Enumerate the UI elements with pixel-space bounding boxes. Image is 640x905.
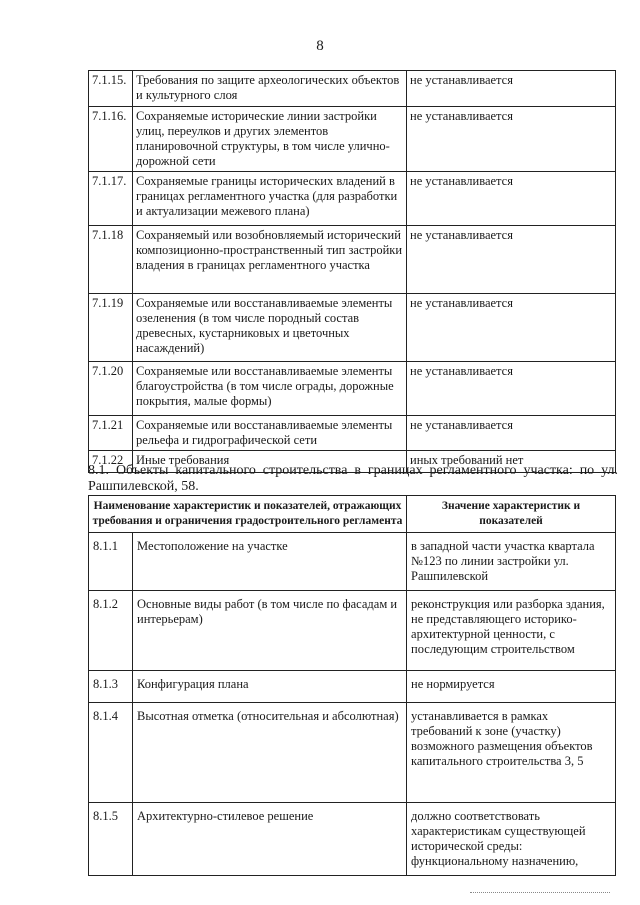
characteristic-value: реконструкция или разборка здания, не представляющего историко-архитектурной ценности, с последующим строительством	[407, 591, 616, 671]
characteristic-value: в западной части участка квартала №123 по линии застройки ул. Рашпилевской	[407, 533, 616, 591]
row-number: 7.1.18	[89, 226, 133, 294]
row-number: 8.1.3	[89, 671, 133, 703]
characteristic-name: Основные виды работ (в том числе по фасадам и интерьерам)	[133, 591, 407, 671]
row-number: 8.1.2	[89, 591, 133, 671]
requirement-text: Сохраняемые или восстанавливаемые элементы озеленения (в том числе породный состав древесных, кустарниковых и цветочных насаждений)	[133, 294, 407, 362]
characteristic-value: должно соответствовать характеристикам существующей исторической среды: функциональному назначению,	[407, 803, 616, 876]
requirement-text: Сохраняемый или возобновляемый исторический композиционно-пространственный тип застройки владения в границах регламентного участка	[133, 226, 407, 294]
row-number: 8.1.4	[89, 703, 133, 803]
row-number: 7.1.15.	[89, 71, 133, 107]
row-number: 7.1.16.	[89, 107, 133, 172]
characteristic-name: Местоположение на участке	[133, 533, 407, 591]
row-number: 7.1.21	[89, 416, 133, 451]
characteristic-value: не нормируется	[407, 671, 616, 703]
requirement-value: не устанавливается	[407, 107, 616, 172]
requirement-text: Иные требования	[133, 451, 407, 473]
row-number: 8.1.1	[89, 533, 133, 591]
row-number: 7.1.20	[89, 362, 133, 416]
characteristic-name: Конфигурация плана	[133, 671, 407, 703]
characteristic-value: устанавливается в рамках требований к зоне (участку) возможного размещения объектов капитального строительства 3, 5	[407, 703, 616, 803]
row-number: 8.1.5	[89, 803, 133, 876]
table-row	[89, 107, 616, 172]
table-row	[89, 803, 616, 876]
table-row	[89, 671, 616, 703]
requirement-text: Сохраняемые или восстанавливаемые элементы благоустройства (в том числе ограды, дорожные покрытия, малые формы)	[133, 362, 407, 416]
requirement-value: не устанавливается	[407, 362, 616, 416]
row-number: 7.1.19	[89, 294, 133, 362]
table-row	[89, 416, 616, 451]
characteristic-name: Архитектурно-стилевое решение	[133, 803, 407, 876]
table-row	[89, 533, 616, 591]
characteristic-name: Высотная отметка (относительная и абсолютная)	[133, 703, 407, 803]
row-number: 7.1.17.	[89, 172, 133, 226]
page-number: 8	[316, 38, 324, 54]
requirement-value: иных требований нет	[407, 451, 616, 473]
requirement-text: Сохраняемые исторические линии застройки улиц, переулков и других элементов планировочной структуры, в том числе улично-дорожной сети	[133, 107, 407, 172]
table-row	[89, 172, 616, 226]
characteristics-table-body	[89, 533, 616, 876]
requirement-value: не устанавливается	[407, 294, 616, 362]
requirement-value: не устанавливается	[407, 416, 616, 451]
header-values: Значение характеристик и показателей	[407, 496, 616, 533]
row-number: 7.1.22	[89, 451, 133, 473]
footer-mark	[470, 892, 610, 897]
requirements-table-body	[89, 71, 616, 473]
characteristics-table-8-1	[88, 495, 616, 876]
requirement-text: Требования по защите археологических объектов и культурного слоя	[133, 71, 407, 107]
section-heading: 8.1. Объекты капитального строительства в границах регламентного участка: по ул. Рашпилевской, 58.	[88, 463, 618, 494]
table-header-row	[89, 496, 616, 533]
requirement-value: не устанавливается	[407, 71, 616, 107]
table-row	[89, 71, 616, 107]
table-row	[89, 591, 616, 671]
header-characteristics: Наименование характеристик и показателей, отражающих требования и ограничения градостроительного регламента	[89, 496, 407, 533]
table-row	[89, 362, 616, 416]
requirement-text: Сохраняемые границы исторических владений в границах регламентного участка (для разработки и актуализации межевого плана)	[133, 172, 407, 226]
table-row	[89, 226, 616, 294]
requirement-text: Сохраняемые или восстанавливаемые элементы рельефа и гидрографической сети	[133, 416, 407, 451]
table-row	[89, 294, 616, 362]
table-row	[89, 703, 616, 803]
requirement-value: не устанавливается	[407, 172, 616, 226]
requirements-table-7-1	[88, 70, 616, 473]
requirement-value: не устанавливается	[407, 226, 616, 294]
